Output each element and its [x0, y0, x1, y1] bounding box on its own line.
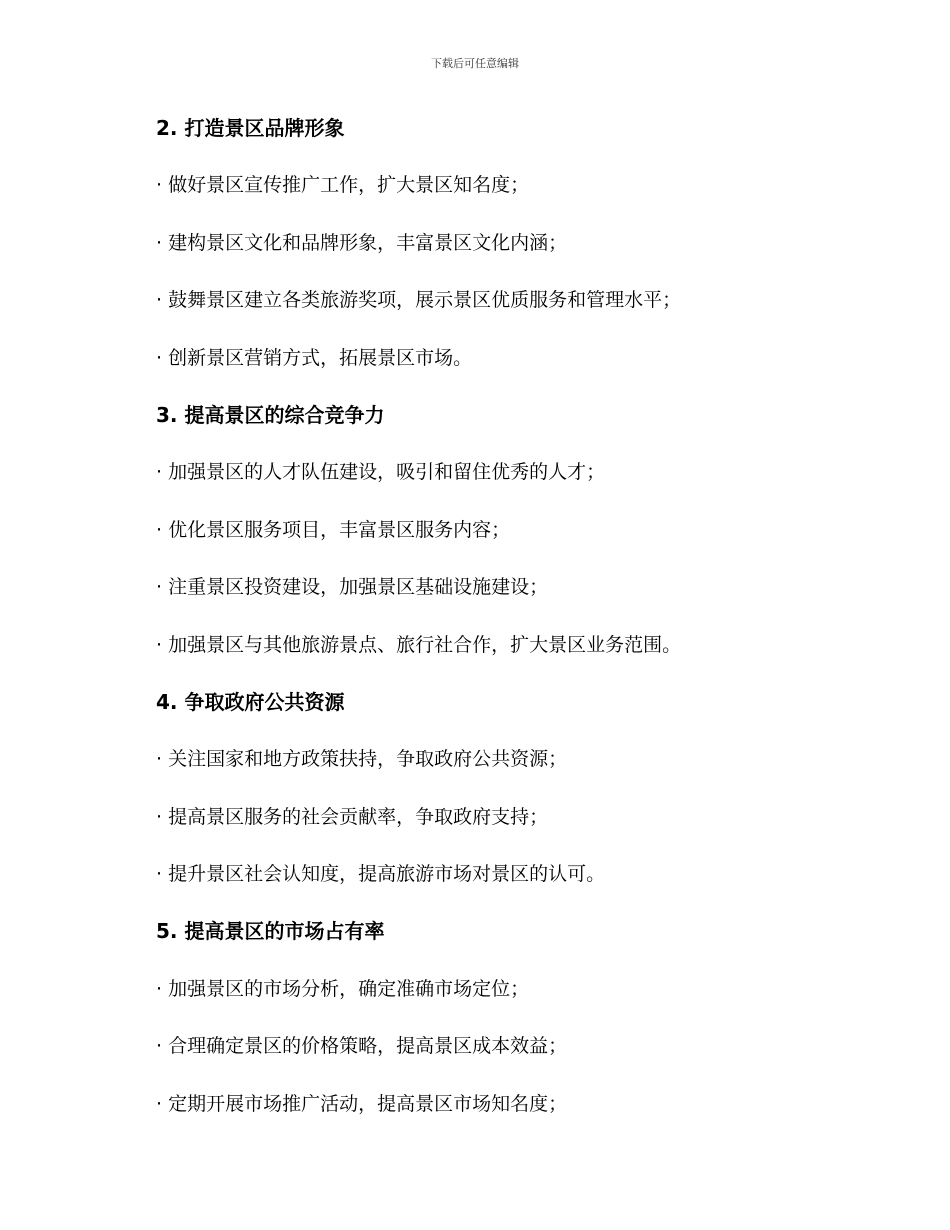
section-heading: 5. 提高景区的市场占有率: [156, 919, 385, 944]
bullet-item: · 注重景区投资建设，加强景区基础设施建设；: [156, 576, 549, 599]
bullet-item: · 创新景区营销方式，拓展景区市场。: [156, 346, 473, 369]
bullet-item: · 鼓舞景区建立各类旅游奖项，展示景区优质服务和管理水平；: [156, 289, 682, 312]
bullet-item: · 加强景区的人才队伍建设，吸引和留住优秀的人才；: [156, 461, 606, 484]
bullet-item: · 提高景区服务的社会贡献率，争取政府支持；: [156, 805, 549, 828]
header-note: 下载后可任意编辑: [431, 57, 519, 70]
section-heading: 2. 打造景区品牌形象: [156, 116, 345, 140]
bullet-item: · 建构景区文化和品牌形象，丰富景区文化内涵；: [156, 231, 568, 254]
bullet-item: · 加强景区与其他旅游景点、旅行社合作，扩大景区业务范围。: [156, 633, 682, 656]
bullet-item: · 提升景区社会认知度，提高旅游市场对景区的认可。: [156, 863, 606, 886]
section-heading: 3. 提高景区的综合竞争力: [156, 402, 385, 427]
section-heading: 4. 争取政府公共资源: [156, 689, 345, 714]
bullet-item: · 合理确定景区的价格策略，提高景区成本效益；: [156, 1035, 568, 1058]
document-body: [156, 113, 876, 1146]
bullet-item: · 做好景区宣传推广工作，扩大景区知名度；: [156, 174, 530, 197]
bullet-item: · 优化景区服务项目，丰富景区服务内容；: [156, 518, 511, 541]
bullet-item: · 定期开展市场推广活动，提高景区市场知名度；: [156, 1092, 568, 1115]
bullet-item: · 关注国家和地方政策扶持，争取政府公共资源；: [156, 748, 568, 771]
bullet-item: · 加强景区的市场分析，确定准确市场定位；: [156, 977, 530, 1000]
